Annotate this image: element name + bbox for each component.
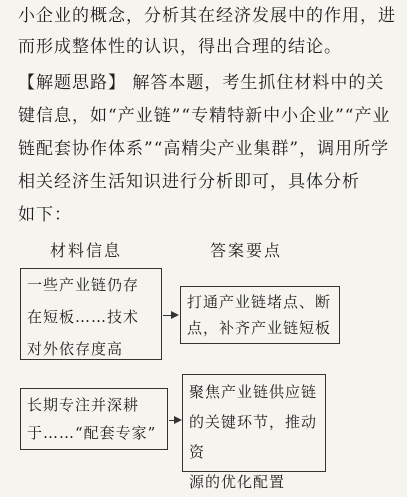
box-line: 长期专注并深耕 — [27, 396, 140, 414]
material-info-header: 材料信息 — [50, 241, 123, 260]
answer-point-box — [180, 286, 340, 344]
body-text-line: 相关经济生活知识进行分析即可，具体分析 — [18, 172, 360, 192]
solution-approach-line — [18, 73, 398, 93]
box-line: 点，补齐产业链短板 — [187, 319, 332, 337]
box-line: 的关键环节，推动资 — [189, 413, 318, 461]
body-text-line: 键信息，如“产业链”“专精特新中小企业”“产业 — [18, 106, 391, 126]
box-line: 于……“配套专家” — [27, 424, 157, 442]
body-text-line: 链配套协作体系”“高精尖产业集群”，调用所学 — [18, 139, 390, 159]
body-text-line: 小企业的概念，分析其在经济发展中的作用，进 — [18, 6, 396, 26]
box-line: 聚焦产业链供应链 — [189, 383, 318, 401]
body-text-line: 而形成整体性的认识，得出合理的结论。 — [18, 37, 342, 57]
material-info-box — [20, 268, 162, 360]
answer-point-box — [182, 374, 326, 491]
box-line: 打通产业链堵点、断 — [187, 293, 332, 311]
arrow-connector — [169, 420, 180, 421]
body-text-line: 如下： — [18, 205, 72, 225]
arrow-connector — [163, 315, 177, 316]
solution-approach-tag: 【解题思路】 — [18, 73, 126, 93]
answer-points-header: 答案要点 — [210, 241, 283, 260]
box-line: 一些产业链仍存 — [27, 276, 140, 294]
box-line: 对外依存度高 — [27, 340, 124, 358]
box-line: 在短板……技术 — [27, 308, 140, 326]
box-line: 源的优化配置 — [189, 473, 286, 491]
body-text: 解答本题，考生抓住材料中的关 — [126, 73, 385, 93]
material-info-box — [20, 388, 168, 450]
